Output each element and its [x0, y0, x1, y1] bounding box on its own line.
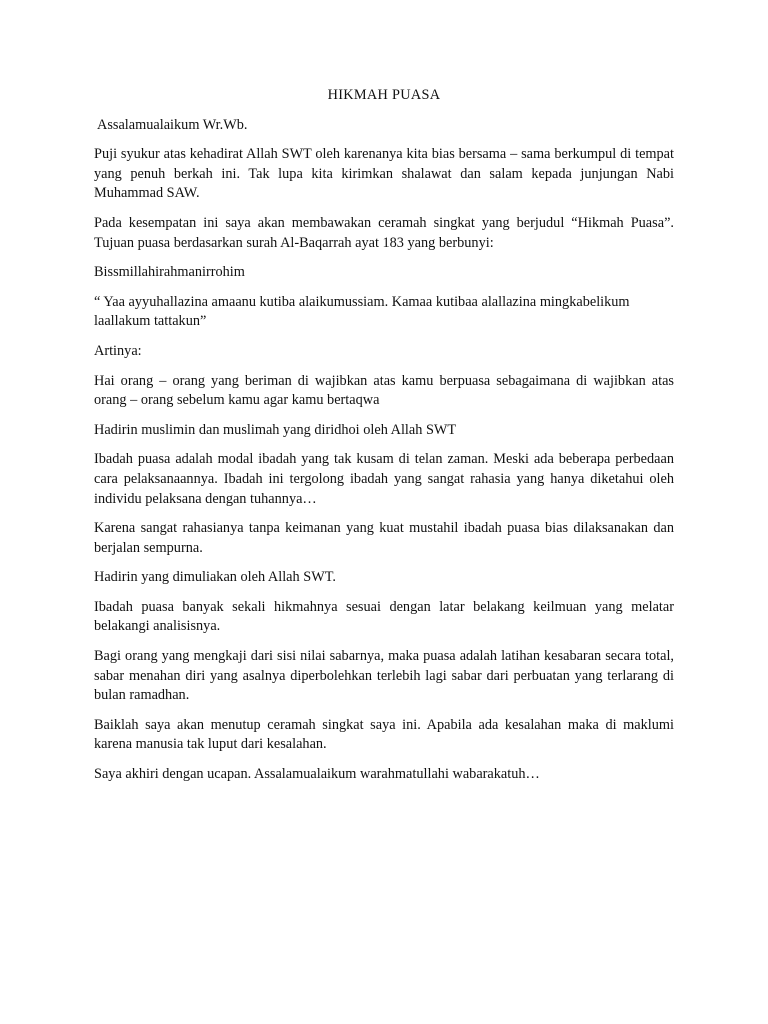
paragraph-introduction: Pada kesempatan ini saya akan membawakan ceramah singkat yang berjudul “Hikmah Puasa”. Tujuan puasa berdasarkan surah Al-Baqarrah ayat 183 yang berbunyi:	[94, 214, 674, 251]
paragraph-meaning-label: Artinya:	[94, 342, 142, 359]
paragraph-fasting-capital: Ibadah puasa adalah modal ibadah yang tak kusam di telan zaman. Meski ada beberapa perbedaan cara pelaksanaannya. Ibadah ini tergolong ibadah yang sangat rahasia yang hanya diketahui oleh individu pelaksana dengan tuhannya…	[94, 451, 674, 507]
paragraph-wisdom: Ibadah puasa banyak sekali hikmahnya sesuai dengan latar belakang keilmuan yang melatar belakangi analisisnya.	[94, 598, 674, 635]
paragraph-opening: Puji syukur atas kehadirat Allah SWT oleh karenanya kita bias bersama – sama berkumpul di tempat yang penuh berkah ini. Tak lupa kita kirimkan shalawat dan salam kepada junjungan Nabi Muhammad SAW.	[94, 146, 674, 202]
paragraph-audience-address-1: Hadirin muslimin dan muslimah yang diridhoi oleh Allah SWT	[94, 421, 457, 438]
paragraph-basmalah: Bissmillahirahmanirrohim	[94, 264, 245, 281]
document-title: HIKMAH PUASA	[327, 87, 441, 103]
paragraph-faith: Karena sangat rahasianya tanpa keimanan yang kuat mustahil ibadah puasa bias dilaksanakan dan berjalan sempurna.	[94, 520, 674, 556]
paragraph-closing: Baiklah saya akan menutup ceramah singkat saya ini. Apabila ada kesalahan maka di maklumi karena manusia tak luput dari kesalahan.	[94, 716, 674, 753]
paragraph-audience-address-2: Hadirin yang dimuliakan oleh Allah SWT.	[94, 569, 336, 586]
document-body	[94, 86, 674, 795]
paragraph-farewell: Saya akhiri dengan ucapan. Assalamualaikum warahmatullahi wabarakatuh…	[94, 766, 540, 783]
paragraph-patience: Bagi orang yang mengkaji dari sisi nilai sabarnya, maka puasa adalah latihan kesabaran secara total, sabar menahan diri yang asalnya diperbolehkan terlebih lagi sabar dari perbuatan yang terlarang di bulan ramadhan.	[94, 648, 674, 704]
greeting-line: Assalamualaikum Wr.Wb.	[97, 116, 248, 133]
paragraph-verse: “ Yaa ayyuhallazina amaanu kutiba alaikumussiam. Kamaa kutibaa alallazina mingkabelikum laallakum tattakun”	[94, 293, 630, 330]
paragraph-translation: Hai orang – orang yang beriman di wajibkan atas kamu berpuasa sebagaimana di wajibkan atas orang – orang sebelum kamu agar kamu bertaqwa	[94, 372, 674, 409]
